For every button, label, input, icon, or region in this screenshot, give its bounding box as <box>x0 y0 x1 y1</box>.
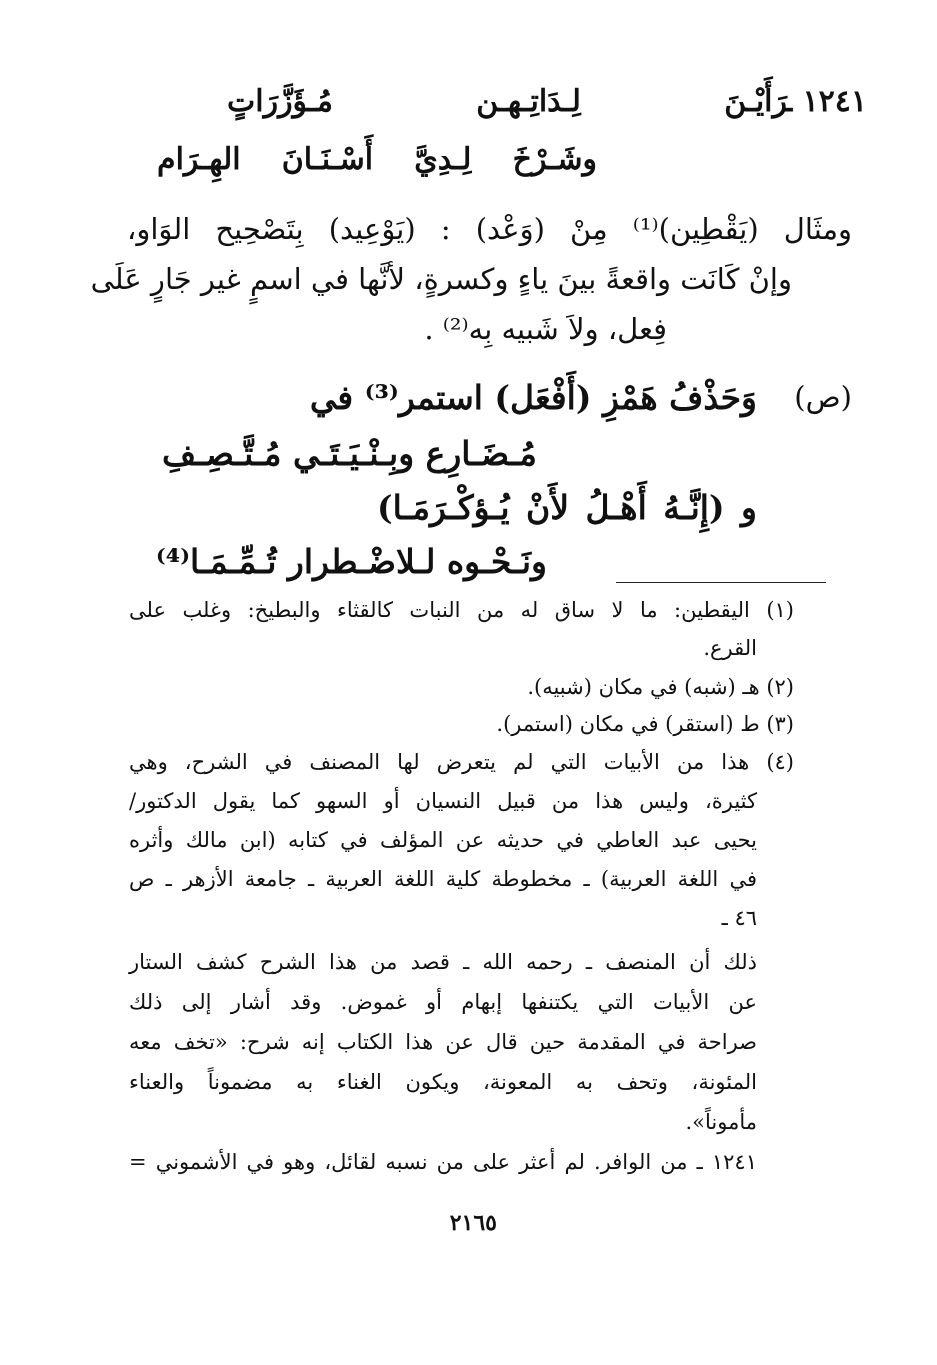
footnote-4-line-4: في اللغة العربية) ـ مخطوطة كلية اللغة العربية ـ جامعة الأزهر ـ ص <box>129 867 757 891</box>
footnote-2: (٢) هـ (شبه) في مكان (شبيه). <box>527 675 794 699</box>
page-number: ٢١٦٥ <box>449 1210 497 1236</box>
footnote-4-line-1: (٤) هذا من الأبيات التي لم يتعرض لها المصنف في الشرح، وهي <box>129 750 794 774</box>
footnote-3: (٣) ط (استقر) في مكان (استمر). <box>496 712 794 736</box>
footnote-4-line-2: كثيرة، وليس هذا من قبيل النسيان أو السهو كما يقول الدكتور/ <box>129 789 757 813</box>
text-verse-line-4: ونَـحْـوه لـلاضْـطرار تُـمِّـمَـا⁽⁴⁾ <box>155 542 547 581</box>
text-verse-line-1: وَحَذْفُ هَمْزِ (أَفْعَل) استمر⁽³⁾ في <box>309 378 757 417</box>
text-label: (ص) <box>794 380 852 414</box>
footnote-separator <box>616 582 826 583</box>
paragraph-line-3: فِعل، ولاَ شَبيه بِه⁽²⁾ . <box>424 312 667 346</box>
verse-line-1: رَأَيْـنَ لِـدَاتِـهـن مُـؤَزَّرَاتٍ <box>227 84 787 119</box>
footnote-4-line-6: ذلك أن المنصف ـ رحمه الله ـ قصد من هذا الشرح كشف الستار <box>129 950 757 974</box>
text-verse-line-2: مُـضَـارِع وبِـنْـيَـتَـي مُـتَّـصِـفِ <box>162 434 537 473</box>
footnote-1-line-2: القرع. <box>703 636 757 660</box>
footnote-1-line-1: (١) اليقطين: ما لا ساق له من النبات كالقثاء والبطيخ: وغلب على <box>129 598 794 622</box>
text-verse-line-3: و (إِنَّـهُ أَهْـلُ لأَنْ يُـؤكْـرَمَـا) <box>377 488 757 527</box>
footnote-4-line-5: ٤٦ ـ <box>721 906 757 930</box>
footnote-4-line-3: يحيى عبد العاطي في حديثه عن المؤلف في كتابه (ابن مالك وأثره <box>129 828 757 852</box>
footnote-5: ١٢٤١ ـ من الوافر. لم أعثر على من نسبه لقائل، وهو في الأشموني = <box>129 1150 757 1174</box>
footnote-4-line-10: مأموناً». <box>685 1110 757 1134</box>
verse-line-2: وشَـرْخَ لِـدِيَّ أَسْـنَـانَ الهِـرَام <box>157 142 597 177</box>
footnote-4-line-8: صراحة في المقدمة حين قال عن هذا الكتاب إنه شرح: «تخف معه <box>129 1030 757 1054</box>
footnote-4-line-7: عن الأبيات التي يكتنفها إبهام أو غموض. وقد أشار إلى ذلك <box>129 990 757 1014</box>
footnote-4-line-9: المئونة، وتحف به المعونة، ويكون الغناء به مضموناً والعناء <box>129 1070 757 1094</box>
paragraph-line-1: ومثَال (يَقْطِين)⁽¹⁾ مِنْ (وَعْد) : (يَوْعِيد) بِتَصْحِيح الوَاو، <box>127 212 852 246</box>
verse-number: ١٢٤١ ـ <box>783 84 867 119</box>
paragraph-line-2: وإنْ كَانَت واقعةً بينَ ياءٍ وكسرةٍ، لأنَّها في اسمٍ غير جَارٍ عَلَى <box>90 262 792 296</box>
